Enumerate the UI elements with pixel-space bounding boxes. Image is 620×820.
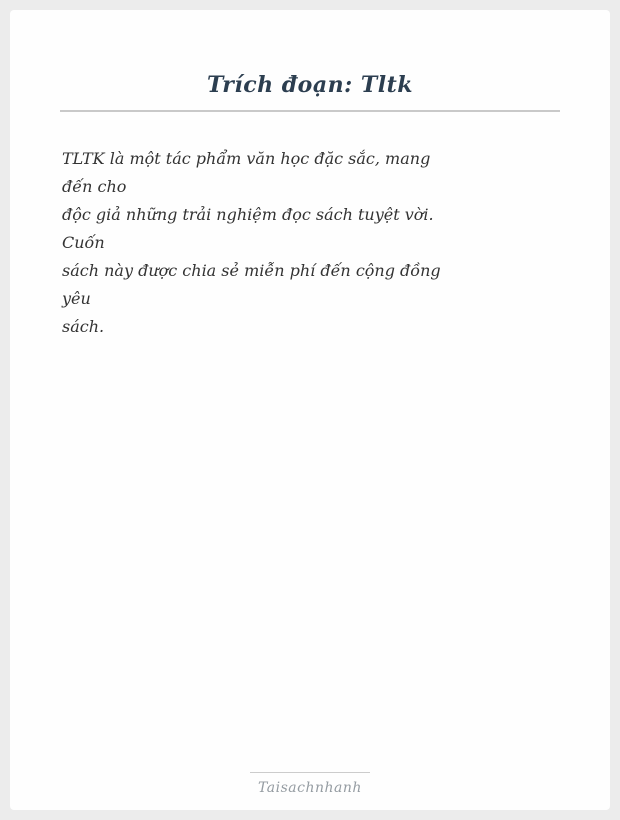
excerpt-line: sách này được chia sẻ miễn phí đến cộng đồng (62, 261, 441, 280)
footer-divider (250, 772, 370, 773)
excerpt-line: TLTK là một tác phẩm văn học đặc sắc, mang (62, 149, 431, 168)
footer-text: Taisachnhanh (258, 780, 362, 796)
page-footer (10, 772, 610, 796)
document-card (10, 10, 610, 810)
excerpt-line: đến cho (62, 177, 127, 196)
excerpt-line: yêu (62, 289, 91, 308)
excerpt-block (62, 145, 560, 341)
page-title: Trích đoạn: Tltk (207, 72, 413, 98)
excerpt-line: độc giả những trải nghiệm đọc sách tuyệt vời. (62, 205, 434, 224)
excerpt-line: Cuốn (62, 233, 105, 252)
excerpt-line: sách. (62, 317, 105, 336)
title-divider (60, 110, 560, 112)
